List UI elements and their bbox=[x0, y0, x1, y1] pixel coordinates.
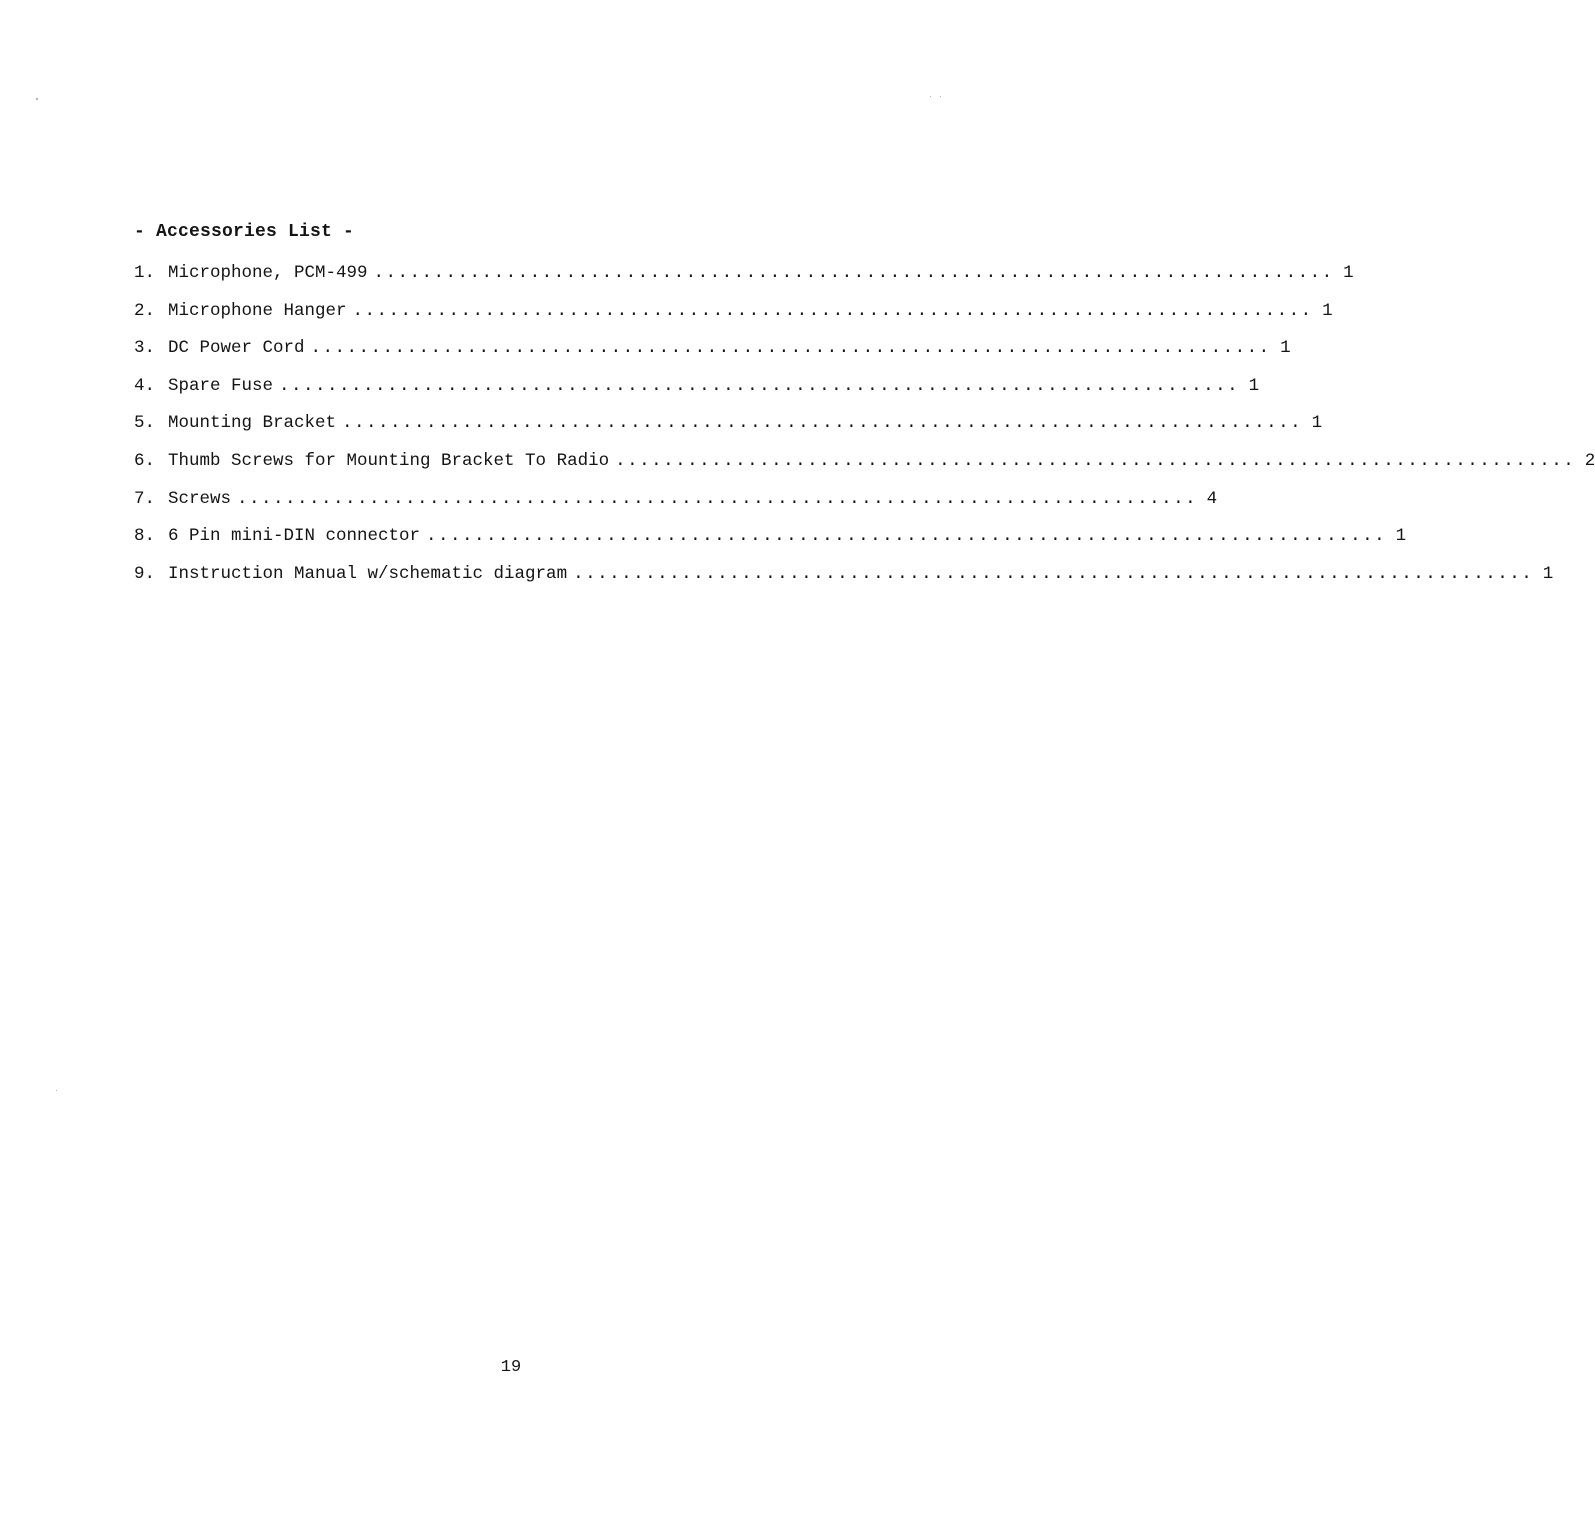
dot-leader: ................................................................................ bbox=[352, 300, 1313, 321]
item-label: Instruction Manual w/schematic diagram bbox=[168, 563, 568, 584]
item-label: 6 Pin mini-DIN connector bbox=[168, 526, 421, 547]
item-number: 7. bbox=[134, 488, 156, 509]
item-label: Spare Fuse bbox=[168, 375, 274, 396]
item-quantity: 4 bbox=[1206, 488, 1218, 509]
scan-speck bbox=[940, 96, 941, 97]
item-label: Microphone Hanger bbox=[168, 300, 347, 321]
dot-leader: ................................................................................ bbox=[342, 413, 1303, 434]
dot-leader: ................................................................................ bbox=[573, 563, 1534, 584]
accessories-list bbox=[134, 262, 1595, 600]
dot-leader: ................................................................................ bbox=[279, 375, 1240, 396]
item-number: 6. bbox=[134, 450, 156, 471]
dot-leader: ................................................................................ bbox=[615, 450, 1576, 471]
item-label: Mounting Bracket bbox=[168, 413, 337, 434]
scan-speck bbox=[36, 98, 38, 100]
item-label: DC Power Cord bbox=[168, 338, 305, 359]
item-quantity: 1 bbox=[1343, 263, 1354, 283]
item-quantity: 1 bbox=[1542, 563, 1554, 584]
item-label: Thumb Screws for Mounting Bracket To Radio bbox=[168, 450, 610, 471]
scan-speck bbox=[56, 1090, 57, 1091]
item-label: Microphone, PCM-499 bbox=[168, 263, 368, 283]
item-number: 8. bbox=[134, 526, 156, 547]
list-item bbox=[134, 525, 1407, 563]
item-quantity: 2 bbox=[1584, 450, 1595, 471]
list-item bbox=[134, 488, 1218, 526]
item-number: 5. bbox=[134, 413, 156, 434]
dot-leader: ................................................................................ bbox=[426, 526, 1387, 547]
dot-leader: ................................................................................ bbox=[237, 488, 1198, 509]
item-quantity: 1 bbox=[1280, 338, 1291, 359]
item-number: 1. bbox=[134, 263, 156, 283]
list-item bbox=[134, 563, 1554, 601]
item-quantity: 1 bbox=[1311, 413, 1323, 434]
item-number: 3. bbox=[134, 338, 156, 359]
item-quantity: 1 bbox=[1248, 375, 1260, 396]
list-item bbox=[134, 412, 1323, 450]
list-item bbox=[134, 450, 1595, 488]
item-number: 9. bbox=[134, 563, 156, 584]
item-quantity: 1 bbox=[1395, 526, 1407, 547]
list-item bbox=[134, 300, 1333, 338]
list-item bbox=[134, 337, 1291, 375]
list-item bbox=[134, 375, 1260, 413]
item-quantity: 1 bbox=[1322, 300, 1333, 321]
scan-speck bbox=[930, 96, 931, 97]
item-number: 4. bbox=[134, 375, 156, 396]
page-number: 19 bbox=[500, 1358, 522, 1377]
list-item bbox=[134, 262, 1354, 300]
dot-leader: ................................................................................ bbox=[373, 263, 1334, 283]
dot-leader: ................................................................................ bbox=[310, 338, 1271, 359]
accessories-list-heading: - Accessories List - bbox=[134, 222, 355, 242]
item-number: 2. bbox=[134, 300, 156, 321]
item-label: Screws bbox=[168, 488, 232, 509]
